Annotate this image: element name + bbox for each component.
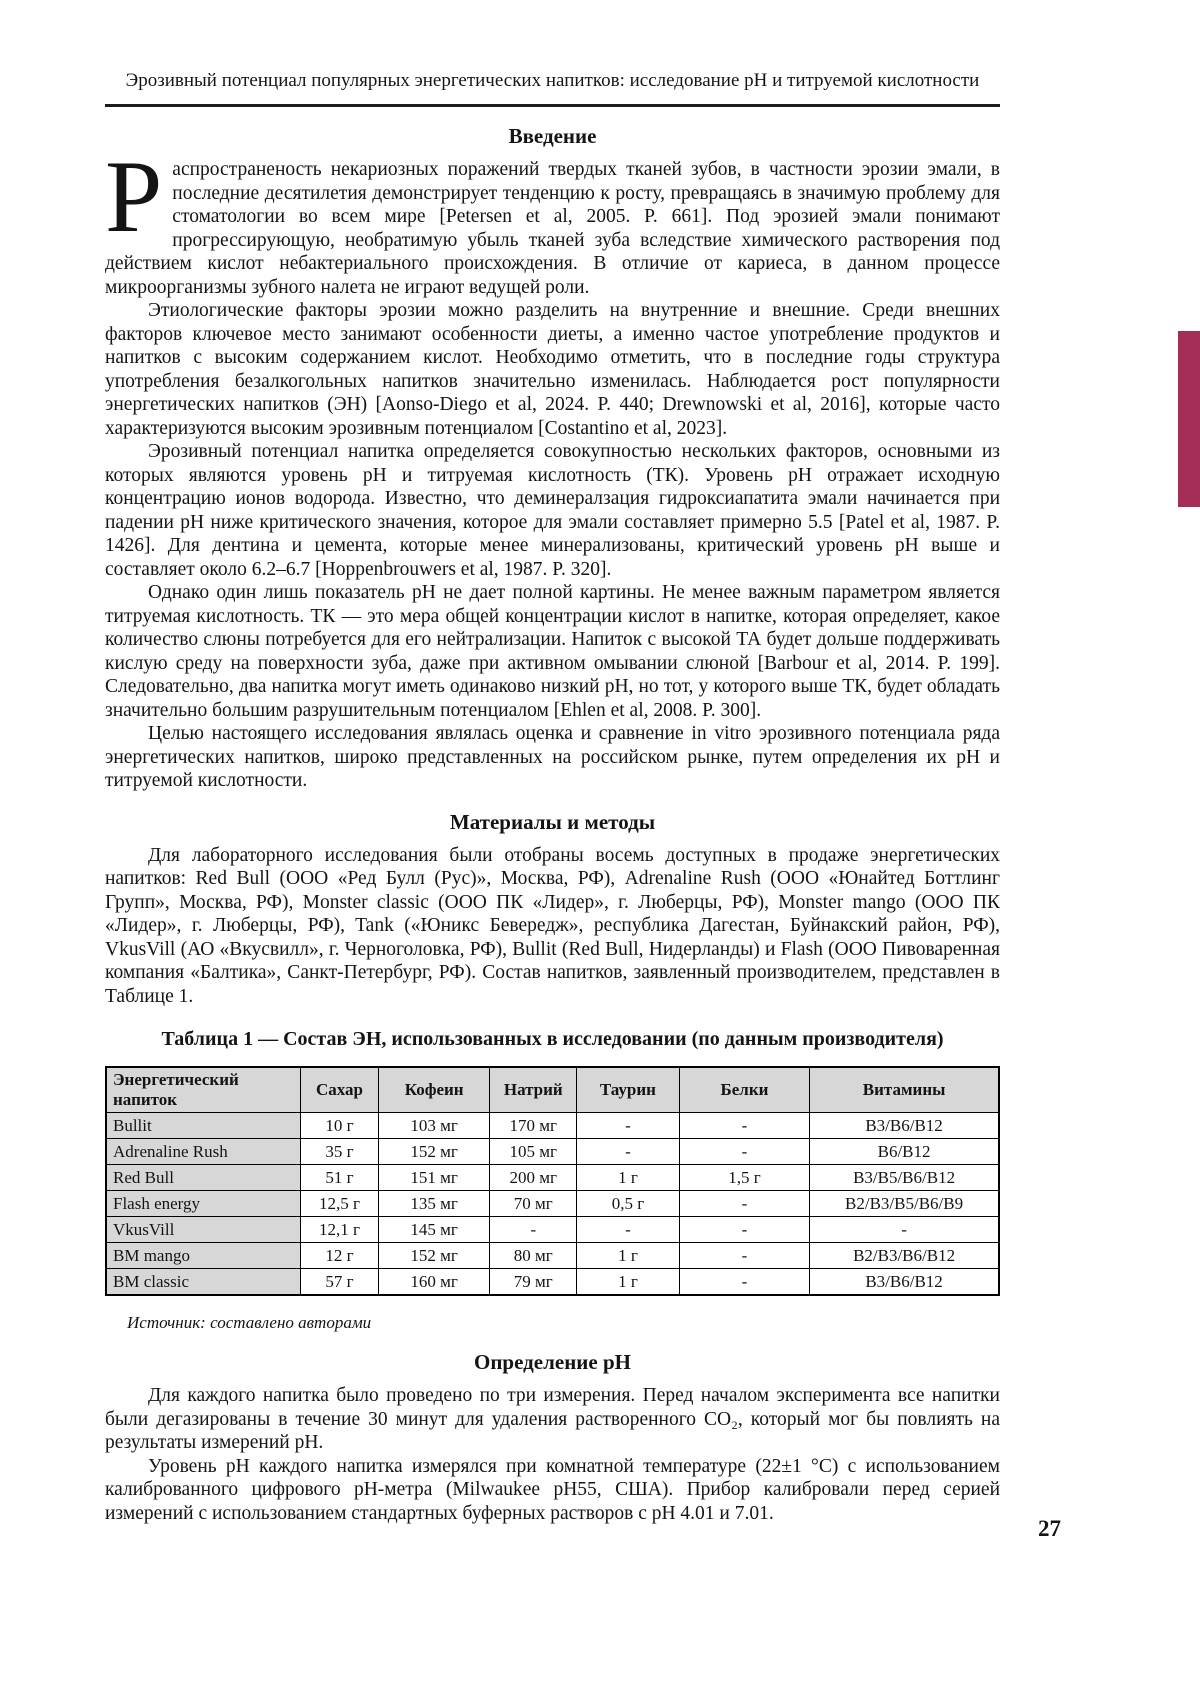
value-cell: B2/B3/B5/B6/B9: [810, 1191, 999, 1217]
table-caption: Таблица 1 — Состав ЭН, использованных в исследовании (по данным производителя): [161, 1028, 944, 1050]
intro-paragraph-5: Целью настоящего исследования являлась оценка и сравнение in vitro эрозивного потенциала ряда энергетических напитков, широко представленных на российском рынке, путем определения их pH и титруемой кислотности.: [105, 723, 1000, 791]
value-cell: -: [490, 1217, 577, 1243]
drink-name-cell: Adrenaline Rush: [106, 1139, 301, 1165]
value-cell: -: [679, 1243, 809, 1269]
value-cell: 103 мг: [378, 1113, 490, 1139]
value-cell: 105 мг: [490, 1139, 577, 1165]
value-cell: B6/B12: [810, 1139, 999, 1165]
intro-paragraph-4: Однако один лишь показатель pH не дает полной картины. Не менее важным параметром является титруемая кислотность. ТК — это мера общей концентрации кислот в напитке, которая определяет, какое количество слюны потребуется для его нейтрализации. Напиток с высокой ТА будет дольше поддерживать кислую среду на поверхности зуба, даже при активном омывании слюной [Barbour et al, 2014. P. 199]. Следовательно, два напитка могут иметь одинаково низкий pH, но тот, у которого выше ТК, будет обладать значительно большим разрушительным потенциалом [Ehlen et al, 2008. P. 300].: [105, 582, 1000, 721]
intro-paragraph-2: Этиологические факторы эрозии можно разделить на внутренние и внешние. Среди внешних факторов ключевое место занимают особенности диеты, а именно частое употребление продуктов и напитков с высоким содержанием кислот. Необходимо отметить, что в последние годы структура употребления безалкогольных напитков значительно изменилась. Наблюдается рост популярности энергетических напитков (ЭН) [Aonso-Diego et al, 2024. P. 440; Drewnowski et al, 2016], которые часто характеризуются высоким эрозивным потенциалом [Costantino et al, 2023].: [105, 300, 1000, 439]
value-cell: 200 мг: [490, 1165, 577, 1191]
value-cell: -: [577, 1113, 680, 1139]
table-header-cell: Таурин: [577, 1067, 680, 1113]
value-cell: 170 мг: [490, 1113, 577, 1139]
heading-ph-determination: Определение pH: [474, 1350, 631, 1374]
value-cell: -: [810, 1217, 999, 1243]
drink-name-cell: Red Bull: [106, 1165, 301, 1191]
table-header-cell: Белки: [679, 1067, 809, 1113]
value-cell: 152 мг: [378, 1243, 490, 1269]
value-cell: -: [679, 1113, 809, 1139]
drink-name-cell: VkusVill: [106, 1217, 301, 1243]
table-header-cell: Витамины: [810, 1067, 999, 1113]
ph-paragraph-1: Для каждого напитка было проведено по три измерения. Перед началом эксперимента все напитки были дегазированы в течение 30 минут для удаления растворенного CO₂, который мог бы повлиять на результаты измерений pH.: [105, 1385, 1000, 1453]
table-head: [106, 1067, 999, 1113]
table-body: [106, 1113, 999, 1296]
value-cell: -: [577, 1139, 680, 1165]
methods-paragraph-1: Для лабораторного исследования были отобраны восемь доступных в продаже энергетических напитков: Red Bull (ООО «Ред Булл (Рус)», Москва, РФ), Adrenaline Rush (ООО «Юнайтед Боттлинг Групп», Москва, РФ), Monster classic (ООО ПК «Лидер», г. Люберцы, РФ), Monster mango (ООО ПК «Лидер», г. Люберцы, РФ), Tank («Юникс Бевередж», республика Дагестан, Буйнакский район, РФ), VkusVill (АО «Вкусвилл», г. Черноголовка, РФ), Bullit (Red Bull, Нидерланды) и Flash (ООО Пивоваренная компания «Балтика», Санкт-Петербург, РФ). Состав напитков, заявленный производителем, представлен в Таблице 1.: [105, 844, 1000, 1007]
value-cell: 160 мг: [378, 1269, 490, 1296]
value-cell: -: [577, 1217, 680, 1243]
heading-materials-methods: Материалы и методы: [449, 809, 656, 834]
value-cell: 152 мг: [378, 1139, 490, 1165]
composition-table: [105, 1066, 1000, 1296]
value-cell: B3/B6/B12: [810, 1113, 999, 1139]
ph-paragraph-2: Уровень pH каждого напитка измерялся при комнатной температуре (22±1 °C) с использованием калиброванного цифрового pH-метра (Milwaukee pH55, США). Прибор калибровали перед серией измерений с использованием стандартных буферных растворов с pH 4.01 и 7.01.: [105, 1455, 1000, 1524]
intro-paragraph-1: [105, 140, 1000, 299]
table-row: [106, 1217, 999, 1243]
table-row: [106, 1191, 999, 1217]
drink-name-cell: Bullit: [106, 1113, 301, 1139]
value-cell: 70 мг: [490, 1191, 577, 1217]
value-cell: 80 мг: [490, 1243, 577, 1269]
text-column: [105, 0, 1000, 1525]
table-header-cell: Сахар: [301, 1067, 379, 1113]
table-row: [106, 1139, 999, 1165]
drink-name-cell: BM mango: [106, 1243, 301, 1269]
value-cell: -: [679, 1217, 809, 1243]
intro-paragraph-1-text: аспространеность некариозных поражений твердых тканей зубов, в частности эрозии эмали, в последние десятилетия демонстрирует тенденцию к росту, превращаясь в значимую проблему для стоматологии во всем мире [Petersen et al, 2005. P. 661]. Под эрозией эмали понимают прогрессирующую, необратимую убыль тканей зуба вследствие химического растворения под действием кислот небактериального происхождения. В отличие от кариеса, в данном процессе микроорганизмы зубного налета не играют ведущей роли.: [105, 159, 1000, 298]
value-cell: 0,5 г: [577, 1191, 680, 1217]
page-number: 27: [1038, 1516, 1061, 1541]
accent-bar: [1178, 331, 1200, 507]
value-cell: 145 мг: [378, 1217, 490, 1243]
value-cell: 1,5 г: [679, 1165, 809, 1191]
value-cell: 12,1 г: [301, 1217, 379, 1243]
table-row: [106, 1165, 999, 1191]
value-cell: -: [679, 1139, 809, 1165]
value-cell: 35 г: [301, 1139, 379, 1165]
value-cell: B3/B6/B12: [810, 1269, 999, 1296]
value-cell: 1 г: [577, 1243, 680, 1269]
header-rule: [105, 104, 1000, 107]
value-cell: 79 мг: [490, 1269, 577, 1296]
value-cell: B2/B3/B6/B12: [810, 1243, 999, 1269]
drop-cap: Р: [105, 140, 163, 254]
value-cell: -: [679, 1269, 809, 1296]
value-cell: 1 г: [577, 1269, 680, 1296]
value-cell: 51 г: [301, 1165, 379, 1191]
drink-name-cell: BM classic: [106, 1269, 301, 1296]
table-header-cell: Кофеин: [378, 1067, 490, 1113]
table-header-cell: Натрий: [490, 1067, 577, 1113]
table-header-cell: Энергетический напиток: [106, 1067, 301, 1113]
value-cell: 151 мг: [378, 1165, 490, 1191]
heading-introduction: Введение: [508, 124, 597, 148]
table-row: [106, 1269, 999, 1296]
value-cell: B3/B5/B6/B12: [810, 1165, 999, 1191]
source-note: Источник: составлено авторами: [127, 1313, 372, 1332]
table-row: [106, 1243, 999, 1269]
value-cell: 1 г: [577, 1165, 680, 1191]
value-cell: 135 мг: [378, 1191, 490, 1217]
value-cell: -: [679, 1191, 809, 1217]
value-cell: 57 г: [301, 1269, 379, 1296]
running-head: Эрозивный потенциал популярных энергетических напитков: исследование pH и титруемой кислотности: [125, 70, 980, 91]
intro-paragraph-3: Эрозивный потенциал напитка определяется совокупностью нескольких факторов, основными из которых являются уровень pH и титруемая кислотность (ТК). Уровень pH отражает исходную концентрацию ионов водорода. Известно, что деминералзация гидроксиапатита эмали начинается при падении pH ниже критического значения, которое для эмали составляет примерно 5.5 [Patel et al, 1987. P. 1426]. Для дентина и цемента, которые менее минерализованы, критический уровень pH выше и составляет около 6.2–6.7 [Hoppenbrouwers et al, 1987. P. 320].: [105, 441, 1000, 580]
value-cell: 12,5 г: [301, 1191, 379, 1217]
value-cell: 12 г: [301, 1243, 379, 1269]
table-row: [106, 1113, 999, 1139]
drink-name-cell: Flash energy: [106, 1191, 301, 1217]
value-cell: 10 г: [301, 1113, 379, 1139]
table-header-row: [106, 1067, 999, 1113]
